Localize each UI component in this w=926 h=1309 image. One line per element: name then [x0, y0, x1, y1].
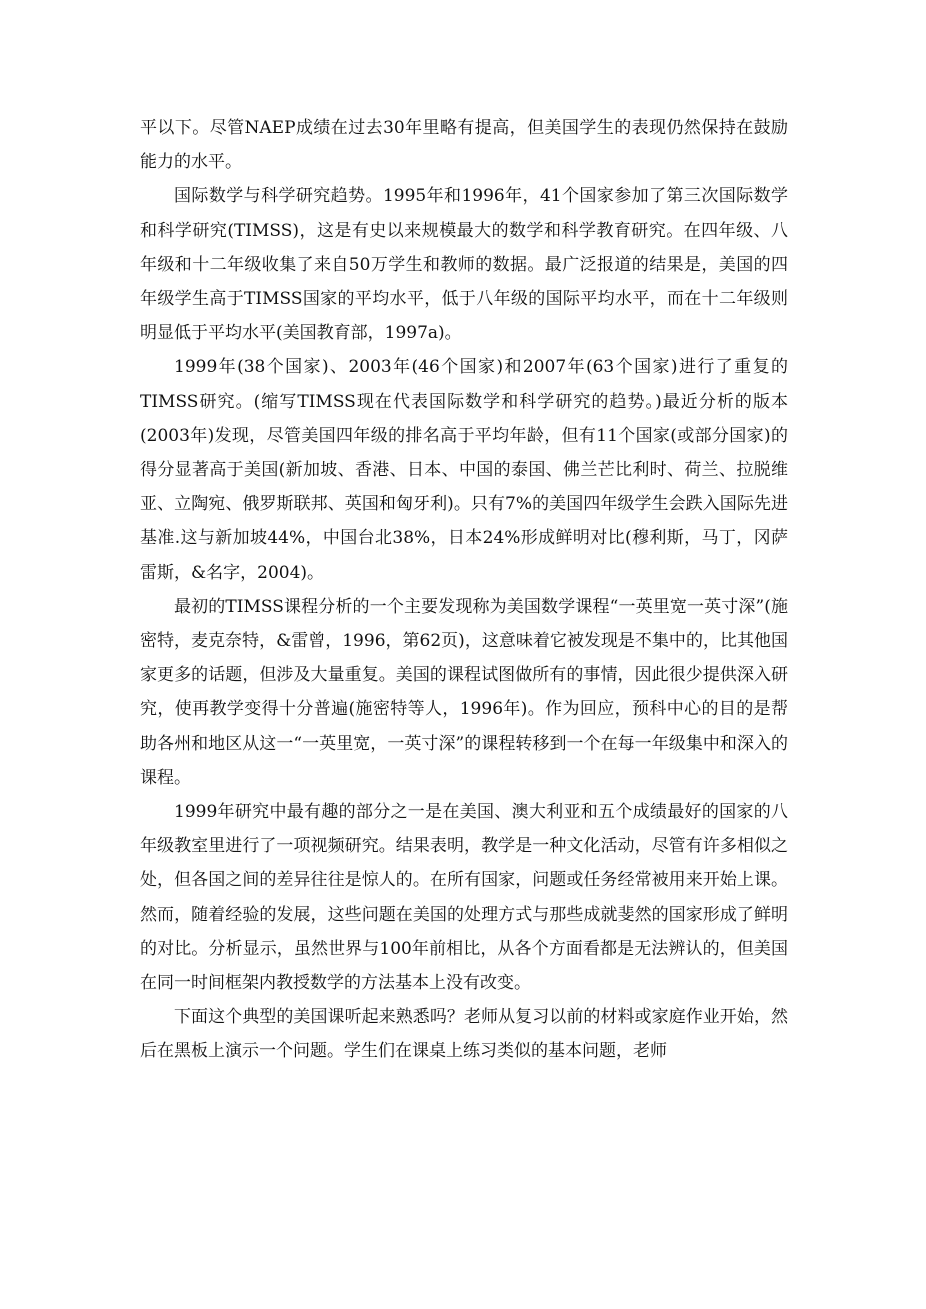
paragraph-typical-lesson: 下面这个典型的美国课听起来熟悉吗？老师从复习以前的材料或家庭作业开始，然后在黑板上演示一个问题。学生们在课桌上练习类似的基本问题，老师: [140, 1007, 788, 1062]
document-page: [140, 111, 788, 1069]
paragraph-mile-wide-inch-deep: 最初的TIMSS课程分析的一个主要发现称为美国数学课程“一英里宽一英寸深”(施密特，麦克奈特，&雷曾，1996，第62页)，这意味着它被发现是不集中的，比其他国家更多的话题，但涉及大量重复。美国的课程试图做所有的事情，因此很少提供深入研究，使再教学变得十分普遍(施密特等人，1996年)。作为回应，预科中心的目的是帮助各州和地区从这一“一英里宽，一英寸深”的课程转移到一个在每一年级集中和深入的课程。: [140, 596, 788, 788]
paragraph-timss-1995: 国际数学与科学研究趋势。1995年和1996年，41个国家参加了第三次国际数学和科学研究(TIMSS)，这是有史以来规模最大的数学和科学教育研究。在四年级、八年级和十二年级收集了来自50万学生和教师的数据。最广泛报道的结果是，美国的四年级学生高于TIMSS国家的平均水平，低于八年级的国际平均水平，而在十二年级则明显低于平均水平(美国教育部，1997a)。: [140, 186, 788, 344]
paragraph-timss-repeat-studies: 1999年(38个国家)、2003年(46个国家)和2007年(63个国家)进行了重复的TIMSS研究。(缩写TIMSS现在代表国际数学和科学研究的趋势。)最近分析的版本(2003年)发现，尽管美国四年级的排名高于平均年龄，但有11个国家(或部分国家)的得分显著高于美国(新加坡、香港、日本、中国的泰国、佛兰芒比利时、荷兰、拉脱维亚、立陶宛、俄罗斯联邦、英国和匈牙利)。只有7%的美国四年级学生会跌入国际先进基准.这与新加坡44%，中国台北38%，日本24%形成鲜明对比(穆利斯，马丁，冈萨雷斯，&名字，2004)。: [140, 357, 788, 583]
paragraph-video-study: 1999年研究中最有趣的部分之一是在美国、澳大利亚和五个成绩最好的国家的八年级教室里进行了一项视频研究。结果表明，教学是一种文化活动，尽管有许多相似之处，但各国之间的差异往往是惊人的。在所有国家，问题或任务经常被用来开始上课。然而，随着经验的发展，这些问题在美国的处理方式与那些成就斐然的国家形成了鲜明的对比。分析显示，虽然世界与100年前相比，从各个方面看都是无法辨认的，但美国在同一时间框架内教授数学的方法基本上没有改变。: [140, 802, 788, 994]
paragraph-naep-continuation: 平以下。尽管NAEP成绩在过去30年里略有提高，但美国学生的表现仍然保持在鼓励能力的水平。: [140, 118, 788, 173]
